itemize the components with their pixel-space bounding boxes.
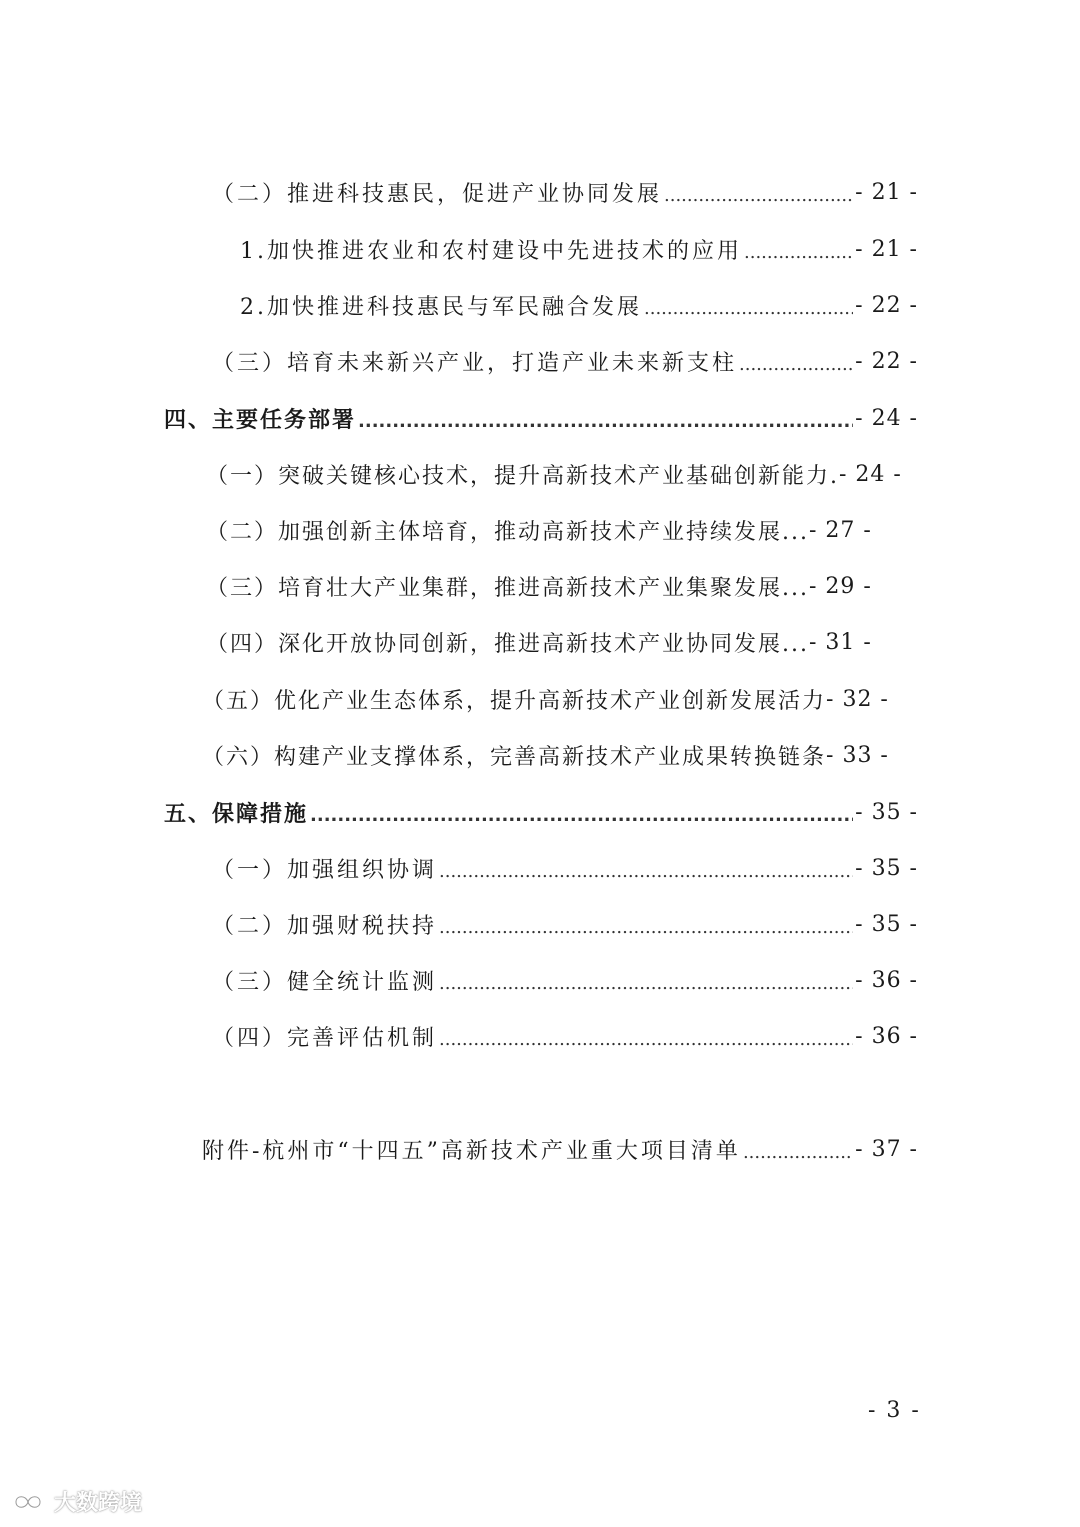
toc-entry-appendix[interactable] xyxy=(202,1129,918,1169)
toc-entry[interactable] xyxy=(206,510,922,550)
toc-entry-title: 附件-杭州市“十四五”高新技术产业重大项目清单 xyxy=(202,1138,741,1164)
toc-entry-page: - 33 - xyxy=(826,742,889,768)
toc-entry-page: - 27 - xyxy=(808,517,872,543)
toc-entry[interactable] xyxy=(240,229,918,269)
toc-entry-title: （四）完善评估机制 xyxy=(212,1025,438,1051)
dot-leader xyxy=(743,1142,853,1163)
toc-entry[interactable] xyxy=(206,622,922,662)
toc-entry-page: - 21 - xyxy=(855,236,918,262)
dot-leader xyxy=(439,973,853,994)
page-number: - 3 - xyxy=(868,1398,921,1423)
toc-entry-title: 1.加快推进农业和农村建设中先进技术的应用 xyxy=(240,238,742,264)
toc-entry-page: - 36 - xyxy=(855,1023,918,1049)
dot-leader xyxy=(439,1029,853,1050)
toc-entry-title: （二）加强创新主体培育，推动高新技术产业持续发展... xyxy=(206,519,809,545)
toc-entry-page: - 29 - xyxy=(808,573,872,599)
toc-entry[interactable] xyxy=(212,1016,918,1056)
toc-entry[interactable] xyxy=(212,172,918,212)
toc-entry-title: （二）加强财税扶持 xyxy=(212,913,438,939)
toc-entry-title: （三）健全统计监测 xyxy=(212,969,438,995)
toc-entry-title: （二）推进科技惠民，促进产业协同发展 xyxy=(212,181,663,207)
toc-entry-page: - 32 - xyxy=(826,686,889,712)
toc-entry[interactable] xyxy=(240,285,918,325)
toc-entry-page: - 35 - xyxy=(855,911,918,937)
toc-entry[interactable] xyxy=(164,398,918,438)
toc-entry-title: （六）构建产业支撑体系，完善高新技术产业成果转换链条 xyxy=(202,744,827,770)
toc-entry-title: 五、保障措施 xyxy=(164,801,309,827)
toc-entry-title: （三）培育未来新兴产业，打造产业未来新支柱 xyxy=(212,350,738,376)
toc-entry-page: - 24 - xyxy=(839,461,902,487)
toc-entry-page: - 22 - xyxy=(855,348,918,374)
dot-leader xyxy=(739,354,853,375)
toc-entry-title: （三）培育壮大产业集群，推进高新技术产业集聚发展... xyxy=(206,575,809,601)
toc-entry-title: 四、主要任务部署 xyxy=(164,407,357,433)
toc-entry-page: - 37 - xyxy=(855,1136,918,1162)
toc-entry[interactable] xyxy=(202,735,930,775)
infinity-logo-icon xyxy=(8,1490,48,1514)
toc-entry[interactable] xyxy=(212,960,918,1000)
dot-leader xyxy=(664,185,853,206)
toc-entry[interactable] xyxy=(206,454,922,494)
toc-entry-page: - 35 - xyxy=(855,799,918,825)
toc-entry-title: （四）深化开放协同创新，推进高新技术产业协同发展... xyxy=(206,631,809,657)
toc-entry-page: - 21 - xyxy=(855,179,918,205)
watermark xyxy=(8,1486,142,1517)
dot-leader xyxy=(644,298,853,319)
toc-entry-page: - 24 - xyxy=(855,405,918,431)
dot-leader xyxy=(358,411,853,432)
toc-entry-page: - 35 - xyxy=(855,855,918,881)
toc-entry-title: 2.加快推进科技惠民与军民融合发展 xyxy=(240,294,642,320)
dot-leader xyxy=(310,805,853,826)
toc-entry[interactable] xyxy=(212,904,918,944)
toc-entry-title: （一）加强组织协调 xyxy=(212,857,438,883)
toc-entry[interactable] xyxy=(164,792,918,832)
toc-entry-page: - 31 - xyxy=(808,629,872,655)
toc-entry[interactable] xyxy=(212,341,918,381)
toc-entry-title: （一）突破关键核心技术，提升高新技术产业基础创新能力. xyxy=(206,463,839,489)
toc-entry[interactable] xyxy=(206,566,922,606)
toc-entry-page: - 22 - xyxy=(855,292,918,318)
toc-entry[interactable] xyxy=(212,848,918,888)
dot-leader xyxy=(744,242,853,263)
watermark-text: 大数跨境 xyxy=(54,1491,143,1516)
toc-entry[interactable] xyxy=(202,679,930,719)
dot-leader xyxy=(439,917,853,938)
toc-entry-title: （五）优化产业生态体系，提升高新技术产业创新发展活力 xyxy=(202,688,827,714)
dot-leader xyxy=(439,861,853,882)
toc-entry-page: - 36 - xyxy=(855,967,918,993)
